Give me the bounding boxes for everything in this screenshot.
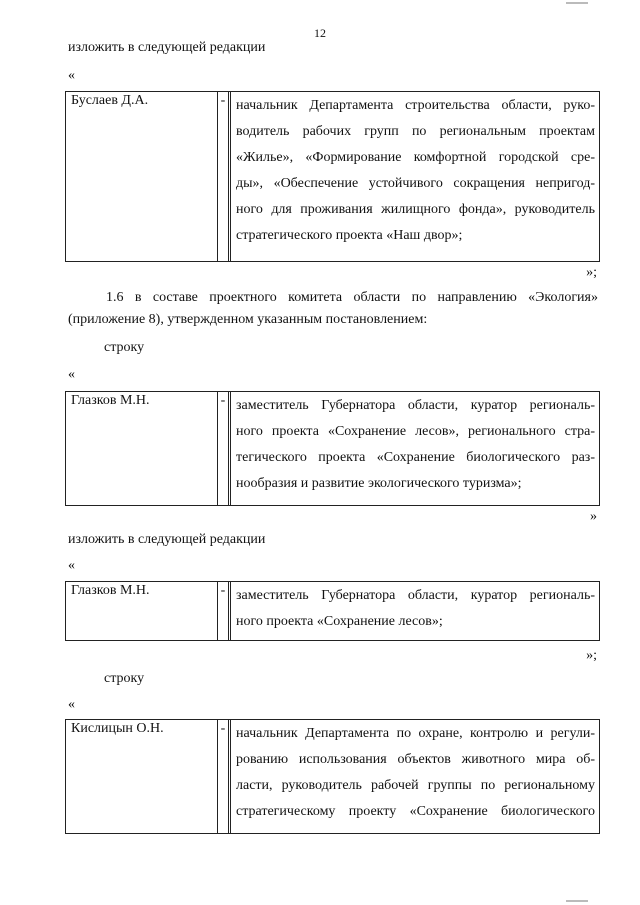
description-line: тегического проекта «Сохранение биологического раз- xyxy=(236,450,595,465)
entry-table-kislitsyn xyxy=(65,719,600,834)
entry-description xyxy=(231,720,600,834)
description-line: водитель рабочих групп по региональным проектам xyxy=(236,124,595,139)
description-line: стратегического проекта «Наш двор»; xyxy=(236,228,463,243)
close-quote: » xyxy=(590,509,597,524)
description-line: ды», «Обеспечение устойчивого сокращения непригод- xyxy=(236,176,595,191)
row-word: строку xyxy=(104,671,145,686)
description-line: нообразия и развитие экологического туризма»; xyxy=(236,476,522,491)
description-line: ного проекта «Сохранение лесов»; xyxy=(236,614,443,629)
description-line: ного проекта «Сохранение лесов», регионального стра- xyxy=(236,424,595,439)
scan-mark xyxy=(566,2,588,4)
open-quote: « xyxy=(68,697,75,712)
intro-text: изложить в следующей редакции xyxy=(68,532,266,547)
paragraph-line: 1.6 в составе проектного комитета области по направлению «Экология» xyxy=(106,290,598,305)
entry-table-glazkov-old xyxy=(65,391,600,506)
open-quote: « xyxy=(68,367,75,382)
entry-dash: - xyxy=(218,392,229,506)
description-line: заместитель Губернатора области, куратор региональ- xyxy=(236,588,595,603)
page-number: 12 xyxy=(314,26,326,40)
entry-description xyxy=(231,582,600,641)
open-quote: « xyxy=(68,68,75,83)
entry-dash: - xyxy=(218,582,229,641)
close-quote: »; xyxy=(586,265,597,280)
paragraph-line: (приложение 8), утвержденном указанным постановлением: xyxy=(68,312,428,327)
description-line: начальник Департамента по охране, контролю и регули- xyxy=(236,726,595,741)
row-word: строку xyxy=(104,340,145,355)
description-line: «Жилье», «Формирование комфортной городской сре- xyxy=(236,150,595,165)
intro-text: изложить в следующей редакции xyxy=(68,40,266,55)
description-line: стратегическому проекту «Сохранение биологического xyxy=(236,804,595,819)
entry-description xyxy=(231,92,600,262)
description-line: ласти, руководитель рабочей группы по региональному xyxy=(236,778,595,793)
entry-table-buslaev xyxy=(65,91,600,262)
entry-dash: - xyxy=(218,92,229,262)
entry-dash: - xyxy=(218,720,229,834)
section-1-6-paragraph xyxy=(68,287,598,331)
open-quote: « xyxy=(68,558,75,573)
entry-name: Кислицын О.Н. xyxy=(66,720,218,834)
entry-name: Буслаев Д.А. xyxy=(66,92,218,262)
entry-table-glazkov-new xyxy=(65,581,600,641)
description-line: начальник Департамента строительства области, руко- xyxy=(236,98,595,113)
entry-name: Глазков М.Н. xyxy=(66,582,218,641)
description-line: ного для проживания жилищного фонда», руководитель xyxy=(236,202,595,217)
entry-name: Глазков М.Н. xyxy=(66,392,218,506)
close-quote: »; xyxy=(586,648,597,663)
scan-mark xyxy=(566,900,588,902)
description-line: заместитель Губернатора области, куратор региональ- xyxy=(236,398,595,413)
entry-description xyxy=(231,392,600,506)
description-line: рованию использования объектов животного мира об- xyxy=(236,752,595,767)
